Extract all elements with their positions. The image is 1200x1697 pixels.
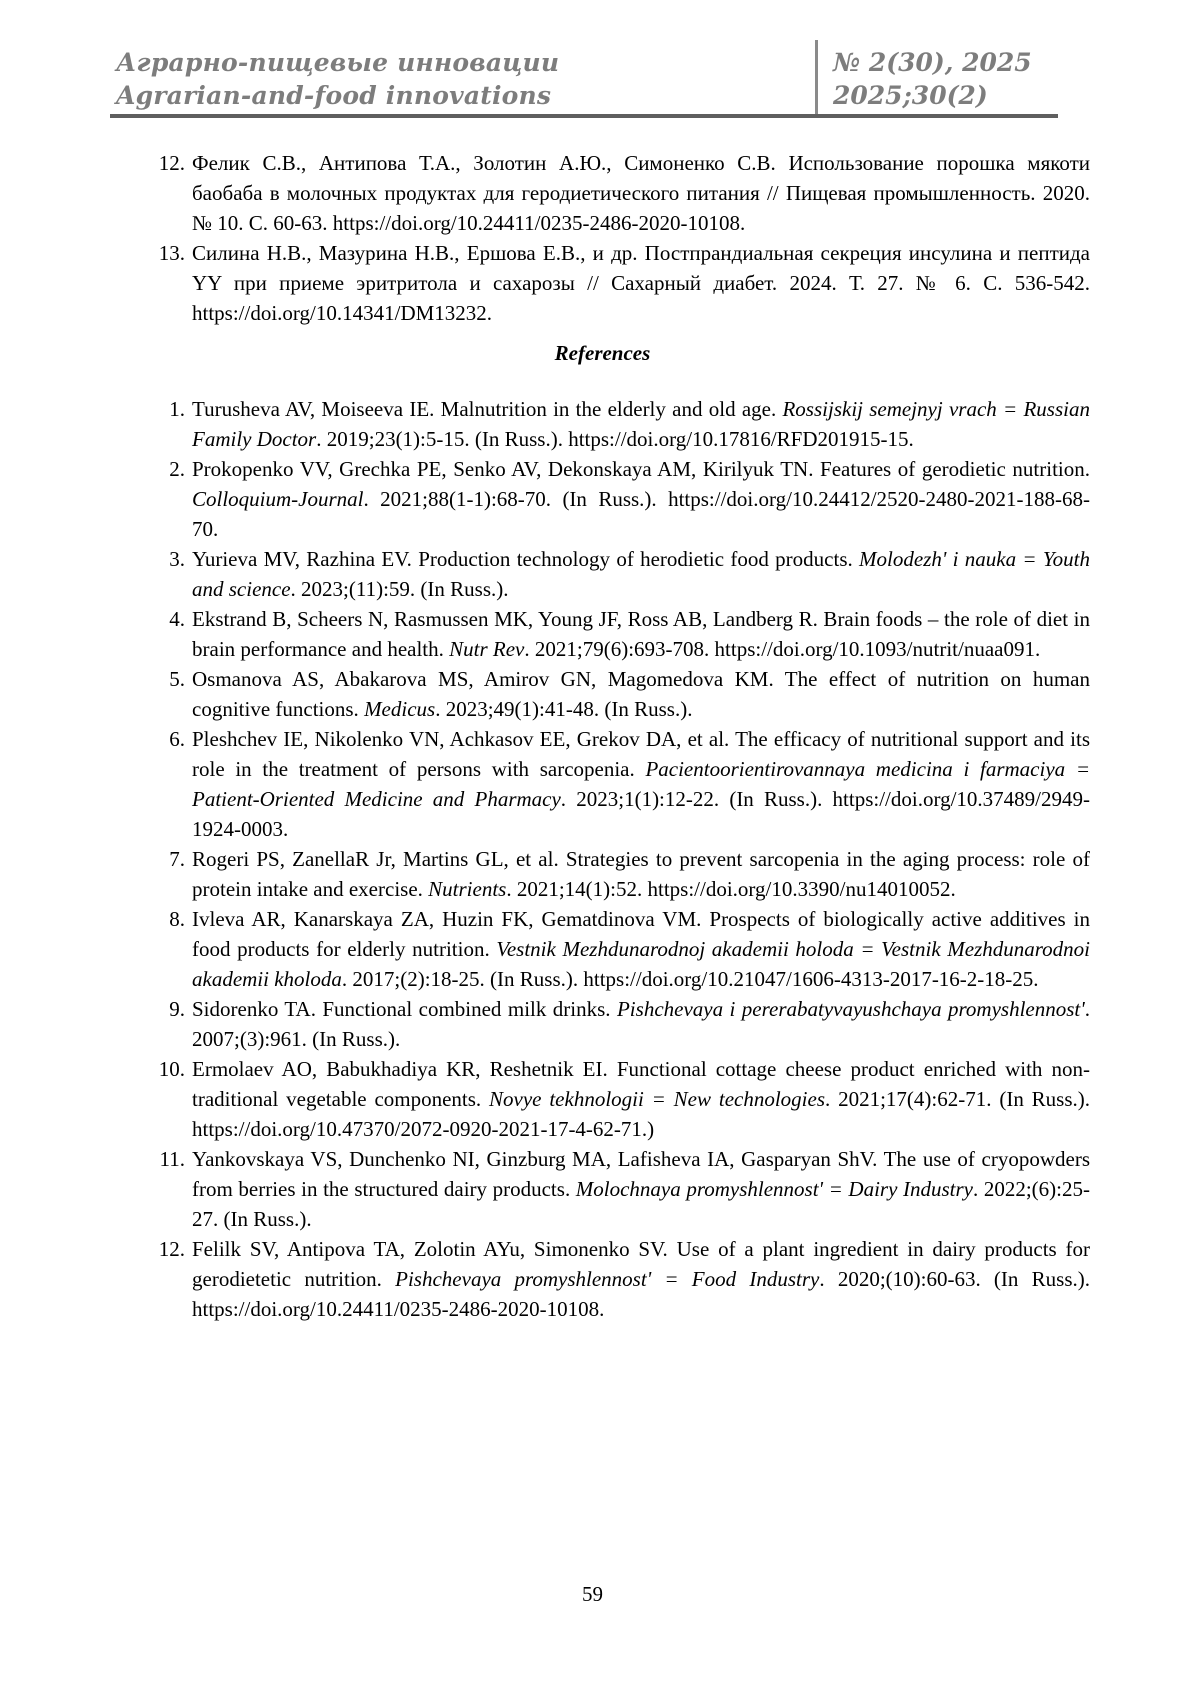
reference-text: Ivleva AR, Kanarskaya ZA, Huzin FK, Gematdinova VM. Prospects of biologically active additives in food products for elderly nutrition. Vestnik Mezhdunarodnoj akademii holoda = Vestnik Mezhdunarodnoi akademii kholoda. 2017;(2):18-25. (In Russ.). https://doi.org/10.21047/1606-4313-2017-16-2-18-25.: [192, 907, 1091, 991]
reference-number: 5.: [169, 667, 185, 691]
page-content: [115, 148, 1090, 1324]
reference-text: Turusheva AV, Moiseeva IE. Malnutrition in the elderly and old age. Rossijskij semejnyj vrach = Russian Family Doctor. 2019;23(1):5-15. (In Russ.). https://doi.org/10.17816/RFD201915-15.: [192, 397, 1090, 451]
journal-title-ru: Аграрно-пищевые инновации: [116, 48, 560, 77]
reference-item: [115, 238, 1090, 328]
issue-number-ru: № 2(30), 2025: [833, 48, 1032, 77]
reference-text: Ekstrand B, Scheers N, Rasmussen MK, Young JF, Ross AB, Landberg R. Brain foods – the role of diet in brain performance and health. Nutr Rev. 2021;79(6):693-708. https://doi.org/10.1093/nutrit/nuaa091.: [192, 607, 1090, 661]
header-vertical-divider: [815, 40, 818, 117]
reference-number: 2.: [169, 457, 185, 481]
reference-item: [115, 664, 1090, 724]
reference-item: [115, 394, 1090, 454]
references-heading: References: [554, 341, 651, 365]
issue-number-en: 2025;30(2): [833, 81, 988, 110]
reference-number: 6.: [169, 727, 185, 751]
reference-text: Osmanova AS, Abakarova MS, Amirov GN, Magomedova KM. The effect of nutrition on human cognitive functions. Medicus. 2023;49(1):41-48. (In Russ.).: [192, 667, 1090, 721]
reference-text: Ermolaev AO, Babukhadiya KR, Reshetnik EI. Functional cottage cheese product enriched with non-traditional vegetable components. Novye tekhnologii = New technologies. 2021;17(4):62-71. (In Russ.). https://doi.org/10.47370/2072-0920-2021-17-4-62-71.): [192, 1057, 1091, 1141]
reference-item: [115, 904, 1090, 994]
reference-number: 12.: [158, 151, 185, 175]
reference-item: [115, 544, 1090, 604]
reference-number: 13.: [158, 241, 185, 265]
reference-number: 12.: [158, 1237, 185, 1261]
reference-number: 8.: [169, 907, 185, 931]
reference-text: Felilk SV, Antipova TA, Zolotin AYu, Simonenko SV. Use of a plant ingredient in dairy products for gerodietetic nutrition. Pishchevaya promyshlennost' = Food Industry. 2020;(10):60-63. (In Russ.). https://doi.org/10.24411/0235-2486-2020-10108.: [192, 1237, 1090, 1321]
reference-text: Rogeri PS, ZanellaR Jr, Martins GL, et al. Strategies to prevent sarcopenia in the aging process: role of protein intake and exercise. Nutrients. 2021;14(1):52. https://doi.org/10.3390/nu14010052.: [192, 847, 1090, 901]
reference-item: [115, 604, 1090, 664]
reference-item: [115, 1234, 1090, 1324]
reference-number: 4.: [169, 607, 185, 631]
reference-item: [115, 454, 1090, 544]
reference-text: Фелик С.В., Антипова Т.А., Золотин А.Ю., Симоненко С.В. Использование порошка мякоти баобаба в молочных продуктах для геродиетического питания // Пищевая промышленность. 2020. № 10. С. 60-63. https://doi.org/10.24411/0235-2486-2020-10108.: [192, 151, 1090, 235]
references-list: [115, 394, 1090, 1324]
reference-item: [115, 1054, 1090, 1144]
reference-item: [115, 1144, 1090, 1234]
reference-number: 11.: [159, 1147, 185, 1171]
reference-text: Yankovskaya VS, Dunchenko NI, Ginzburg MA, Lafisheva IA, Gasparyan ShV. The use of cryopowders from berries in the structured dairy products. Molochnaya promyshlennost' = Dairy Industry. 2022;(6):25-27. (In Russ.).: [192, 1147, 1090, 1231]
reference-number: 9.: [169, 997, 185, 1021]
reference-text: Sidorenko TA. Functional combined milk drinks. Pishchevaya i pererabatyvayushchaya promyshlennost'. 2007;(3):961. (In Russ.).: [192, 997, 1090, 1051]
journal-title-en: Agrarian-and-food innovations: [116, 81, 552, 110]
reference-item: [115, 724, 1090, 844]
reference-text: Силина Н.В., Мазурина Н.В., Ершова Е.В., и др. Постпрандиальная секреция инсулина и пептида YY при приеме эритритола и сахарозы // Сахарный диабет. 2024. Т. 27. № 6. С. 536-542. https://doi.org/10.14341/DM13232.: [192, 241, 1090, 325]
reference-text: Prokopenko VV, Grechka PE, Senko AV, Dekonskaya AM, Kirilyuk TN. Features of gerodietic nutrition. Colloquium-Journal. 2021;88(1-1):68-70. (In Russ.). https://doi.org/10.24412/2520-2480-2021-188-68-70.: [192, 457, 1090, 541]
reference-number: 3.: [169, 547, 185, 571]
reference-number: 10.: [158, 1057, 185, 1081]
reference-number: 1.: [169, 397, 185, 421]
reference-item: [115, 994, 1090, 1054]
reference-text: Pleshchev IE, Nikolenko VN, Achkasov EE, Grekov DA, et al. The efficacy of nutritional support and its role in the treatment of persons with sarcopenia. Pacientoorientirovannaya medicina i farmaciya = Patient-Oriented Medicine and Pharmacy. 2023;1(1):12-22. (In Russ.). https://doi.org/10.37489/2949-1924-0003.: [192, 727, 1090, 841]
reference-text: Yurieva MV, Razhina EV. Production technology of herodietic food products. Molodezh' i nauka = Youth and science. 2023;(11):59. (In Russ.).: [192, 547, 1090, 601]
reference-item: [115, 844, 1090, 904]
reference-item: [115, 148, 1090, 238]
russian-references-list: [115, 148, 1090, 328]
header-rule: [110, 114, 1058, 118]
page-number: 59: [582, 1582, 603, 1606]
journal-title-block: [116, 46, 559, 112]
reference-number: 7.: [169, 847, 185, 871]
issue-info-block: [833, 46, 1032, 112]
